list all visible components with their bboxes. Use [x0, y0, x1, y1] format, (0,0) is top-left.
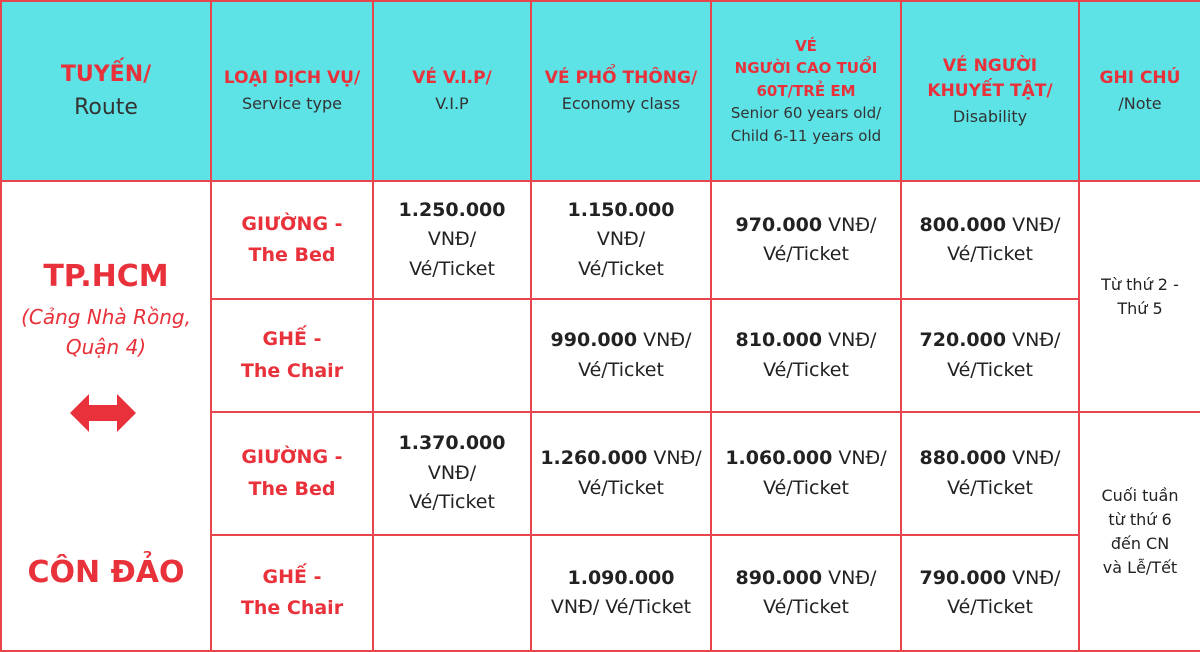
price-unit: VNĐ/	[1006, 447, 1061, 470]
price-amount: 880.000	[919, 447, 1007, 470]
note-line: từ thứ 6	[1108, 509, 1172, 529]
price-per-ticket: Vé/Ticket	[763, 596, 849, 618]
route-cell	[1, 181, 211, 651]
price-unit: VNĐ/	[822, 566, 877, 589]
table-row	[1, 181, 1200, 299]
note-line: và Lễ/Tết	[1102, 557, 1178, 577]
route-origin-detail-line-2: Quận 4)	[65, 335, 147, 359]
price-amount: 990.000	[550, 329, 638, 352]
header-disability-vi-1: VÉ NGƯỜI	[942, 55, 1038, 76]
route-origin-detail	[2, 302, 210, 362]
route-origin: TP.HCM	[43, 259, 169, 294]
price-unit: VNĐ/	[427, 461, 477, 484]
header-disability	[901, 1, 1079, 181]
note-line: đến CN	[1110, 533, 1170, 553]
economy-price-cell	[531, 412, 711, 535]
header-senior-vi-3: 60T/TRẺ EM	[756, 81, 856, 100]
service-type-vi: GIƯỜNG -	[241, 212, 343, 235]
header-senior-vi-2: NGƯỜI CAO TUỔI	[734, 59, 878, 78]
price-amount: 790.000	[919, 566, 1007, 589]
price-amount: 1.250.000	[398, 198, 506, 221]
header-disability-vi-2: KHUYẾT TẬT/	[927, 81, 1053, 101]
price-unit: VNĐ/	[1006, 329, 1061, 352]
economy-price-cell	[531, 535, 711, 651]
header-vip-vi: VÉ V.I.P/	[412, 68, 492, 89]
note-weekday-cell	[1079, 181, 1200, 412]
price-per-ticket: Vé/Ticket	[947, 476, 1033, 499]
price-per-ticket: Vé/Ticket	[409, 257, 495, 280]
header-economy	[531, 1, 711, 181]
senior-price-cell	[711, 412, 901, 535]
header-disability-en: Disability	[952, 106, 1028, 126]
price-per-ticket: Vé/Ticket	[578, 358, 664, 381]
header-service-vi: LOẠI DỊCH VỤ/	[223, 68, 361, 89]
price-unit: VNĐ/	[1006, 213, 1061, 236]
header-senior-vi-1: VÉ	[795, 36, 817, 55]
price-per-ticket: Vé/Ticket	[763, 358, 849, 381]
disability-price-cell	[901, 412, 1079, 535]
service-type-cell	[211, 412, 373, 535]
price-amount: 720.000	[919, 329, 1007, 352]
header-senior-en-1: Senior 60 years old/	[730, 104, 882, 123]
price-unit: VNĐ/	[822, 213, 877, 236]
price-per-ticket: Vé/Ticket	[947, 358, 1033, 381]
price-per-ticket: Vé/Ticket	[578, 257, 664, 280]
price-per-ticket: Vé/Ticket	[763, 243, 849, 265]
senior-price-cell	[711, 299, 901, 412]
header-senior	[711, 1, 901, 181]
note-line: Thứ 5	[1117, 298, 1163, 318]
price-amount: 1.370.000	[398, 432, 506, 455]
price-amount: 890.000	[735, 566, 823, 589]
header-vip-en: V.I.P	[435, 93, 469, 113]
double-arrow-icon	[70, 392, 136, 441]
price-unit: VNĐ/	[647, 447, 702, 470]
service-type-cell	[211, 181, 373, 299]
disability-price-cell	[901, 535, 1079, 651]
header-vip	[373, 1, 531, 181]
note-line: Từ thứ 2 -	[1101, 274, 1179, 294]
price-unit: VNĐ/	[427, 228, 477, 251]
price-unit: VNĐ/	[596, 228, 646, 251]
economy-price-cell	[531, 181, 711, 299]
price-amount: 1.060.000	[725, 447, 833, 470]
service-type-cell	[211, 299, 373, 412]
disability-price-cell	[901, 299, 1079, 412]
header-route-en: Route	[74, 95, 138, 120]
price-unit: VNĐ/	[637, 329, 692, 352]
header-route-vi: TUYẾN/	[60, 62, 152, 87]
note-line: Cuối tuần	[1101, 485, 1179, 505]
vip-price-cell	[373, 412, 531, 535]
price-amount: 1.260.000	[540, 447, 648, 470]
price-amount: 800.000	[919, 213, 1007, 236]
service-type-cell	[211, 535, 373, 651]
header-route	[1, 1, 211, 181]
price-unit: VNĐ/	[822, 329, 877, 352]
disability-price-cell	[901, 181, 1079, 299]
price-unit: VNĐ/	[832, 447, 887, 470]
vip-price-cell-empty	[373, 535, 531, 651]
service-type-en: The Chair	[240, 597, 344, 619]
vip-price-cell	[373, 181, 531, 299]
note-weekend-cell	[1079, 412, 1200, 651]
price-amount: 970.000	[735, 213, 823, 236]
price-per-ticket: Vé/Ticket	[578, 476, 664, 499]
header-row	[1, 1, 1200, 181]
header-service	[211, 1, 373, 181]
price-unit: VNĐ/	[1006, 566, 1061, 589]
header-note-vi: GHI CHÚ	[1099, 68, 1181, 89]
vip-price-cell-empty	[373, 299, 531, 412]
price-per-ticket: Vé/Ticket	[947, 243, 1033, 265]
economy-price-cell	[531, 299, 711, 412]
price-amount: 1.150.000	[567, 198, 675, 221]
header-note	[1079, 1, 1200, 181]
service-type-vi: GHẾ -	[262, 328, 322, 351]
service-type-en: The Bed	[248, 244, 336, 266]
service-type-vi: GHẾ -	[262, 565, 322, 588]
price-per-ticket: Vé/Ticket	[763, 476, 849, 499]
senior-price-cell	[711, 181, 901, 299]
service-type-en: The Chair	[240, 359, 344, 382]
price-per-ticket: Vé/Ticket	[947, 596, 1033, 618]
price-per-ticket: VNĐ/ Vé/Ticket	[550, 596, 692, 618]
service-type-en: The Bed	[248, 477, 336, 500]
header-service-en: Service type	[242, 93, 342, 113]
senior-price-cell	[711, 535, 901, 651]
price-amount: 810.000	[735, 329, 823, 352]
double-arrow-icon-svg	[70, 392, 136, 434]
route-origin-detail-line-1: (Cảng Nhà Rồng,	[21, 305, 191, 329]
header-economy-en: Economy class	[561, 93, 681, 113]
header-economy-vi: VÉ PHỔ THÔNG/	[544, 68, 698, 89]
header-note-en: /Note	[1118, 93, 1162, 113]
service-type-vi: GIƯỜNG -	[241, 446, 343, 469]
price-per-ticket: Vé/Ticket	[409, 491, 495, 514]
header-senior-en-2: Child 6-11 years old	[730, 126, 882, 145]
price-amount: 1.090.000	[567, 566, 675, 589]
route-destination: CÔN ĐẢO	[27, 555, 185, 590]
